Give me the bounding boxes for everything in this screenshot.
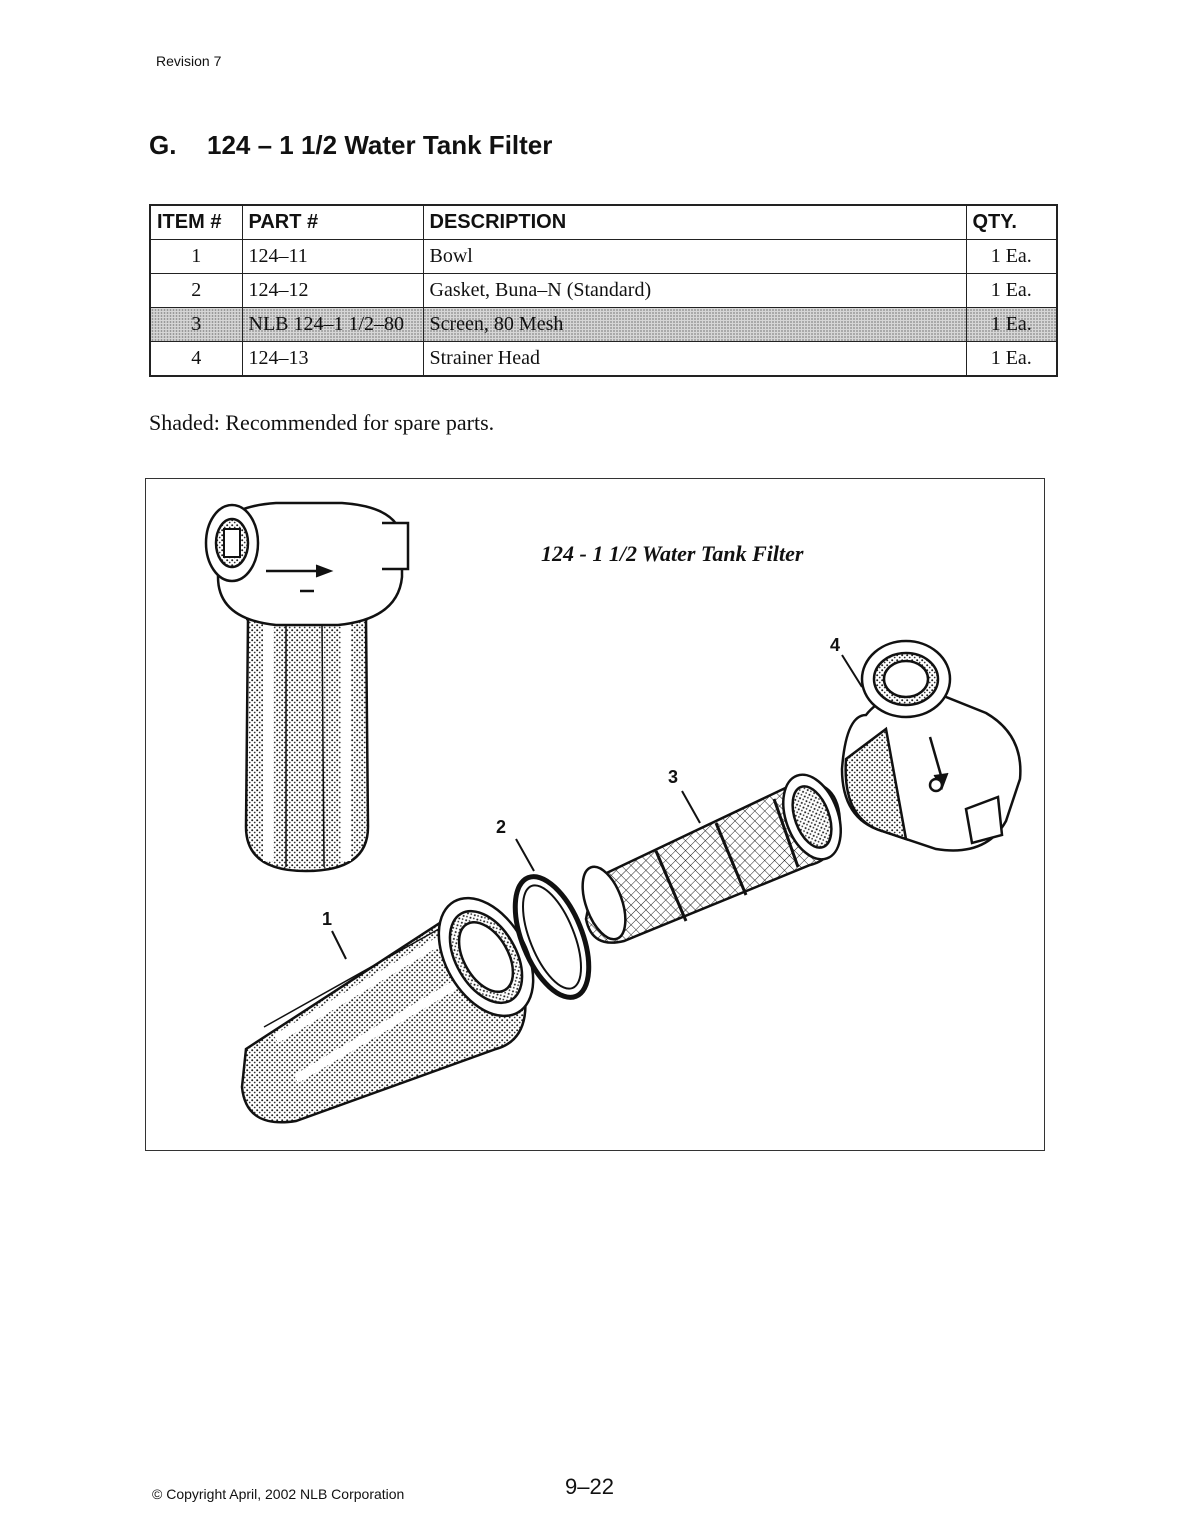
table-header-row (150, 205, 1057, 240)
cell-part: NLB 124–1 1/2–80 (242, 308, 423, 342)
cell-part: 124–12 (242, 274, 423, 308)
table-row (150, 342, 1057, 377)
filter-illustration (146, 479, 1044, 1150)
cell-item: 3 (150, 308, 242, 342)
revision-label: Revision 7 (156, 53, 222, 69)
callout-1: 1 (322, 909, 333, 929)
exploded-view-figure (145, 478, 1045, 1151)
cell-qty: 1 Ea. (966, 274, 1057, 308)
header-part: PART # (242, 205, 423, 240)
cell-qty: 1 Ea. (966, 308, 1057, 342)
strainer-head-drawing (842, 641, 1020, 850)
cell-qty: 1 Ea. (966, 342, 1057, 377)
callout-4: 4 (830, 635, 841, 655)
figure-caption: 124 - 1 1/2 Water Tank Filter (541, 541, 804, 566)
cell-part: 124–11 (242, 240, 423, 274)
cell-qty: 1 Ea. (966, 240, 1057, 274)
header-item: ITEM # (150, 205, 242, 240)
table-row-shaded (150, 308, 1057, 342)
cell-description: Strainer Head (423, 342, 966, 377)
header-qty: QTY. (966, 205, 1057, 240)
cell-description: Screen, 80 Mesh (423, 308, 966, 342)
shading-note: Shaded: Recommended for spare parts. (149, 410, 495, 435)
callout-2: 2 (496, 817, 507, 837)
section-letter: G. (149, 130, 177, 160)
footer-copyright: © Copyright April, 2002 NLB Corporation (152, 1486, 405, 1502)
callout-3: 3 (668, 767, 679, 787)
table-row (150, 240, 1057, 274)
section-title (149, 130, 552, 161)
leader-2 (516, 839, 534, 871)
leader-1 (332, 931, 346, 959)
screen-drawing (574, 767, 851, 945)
bowl-drawing (242, 882, 553, 1123)
leader-3 (682, 791, 700, 823)
page-number: 9–22 (565, 1474, 614, 1499)
cell-description: Gasket, Buna–N (Standard) (423, 274, 966, 308)
header-description: DESCRIPTION (423, 205, 966, 240)
table-row (150, 274, 1057, 308)
cell-item: 4 (150, 342, 242, 377)
cell-description: Bowl (423, 240, 966, 274)
leader-4 (842, 655, 862, 687)
cell-item: 1 (150, 240, 242, 274)
parts-table (149, 204, 1058, 377)
cell-item: 2 (150, 274, 242, 308)
section-title-text: 124 – 1 1/2 Water Tank Filter (207, 130, 553, 160)
assembled-filter-drawing (206, 503, 408, 871)
cell-part: 124–13 (242, 342, 423, 377)
